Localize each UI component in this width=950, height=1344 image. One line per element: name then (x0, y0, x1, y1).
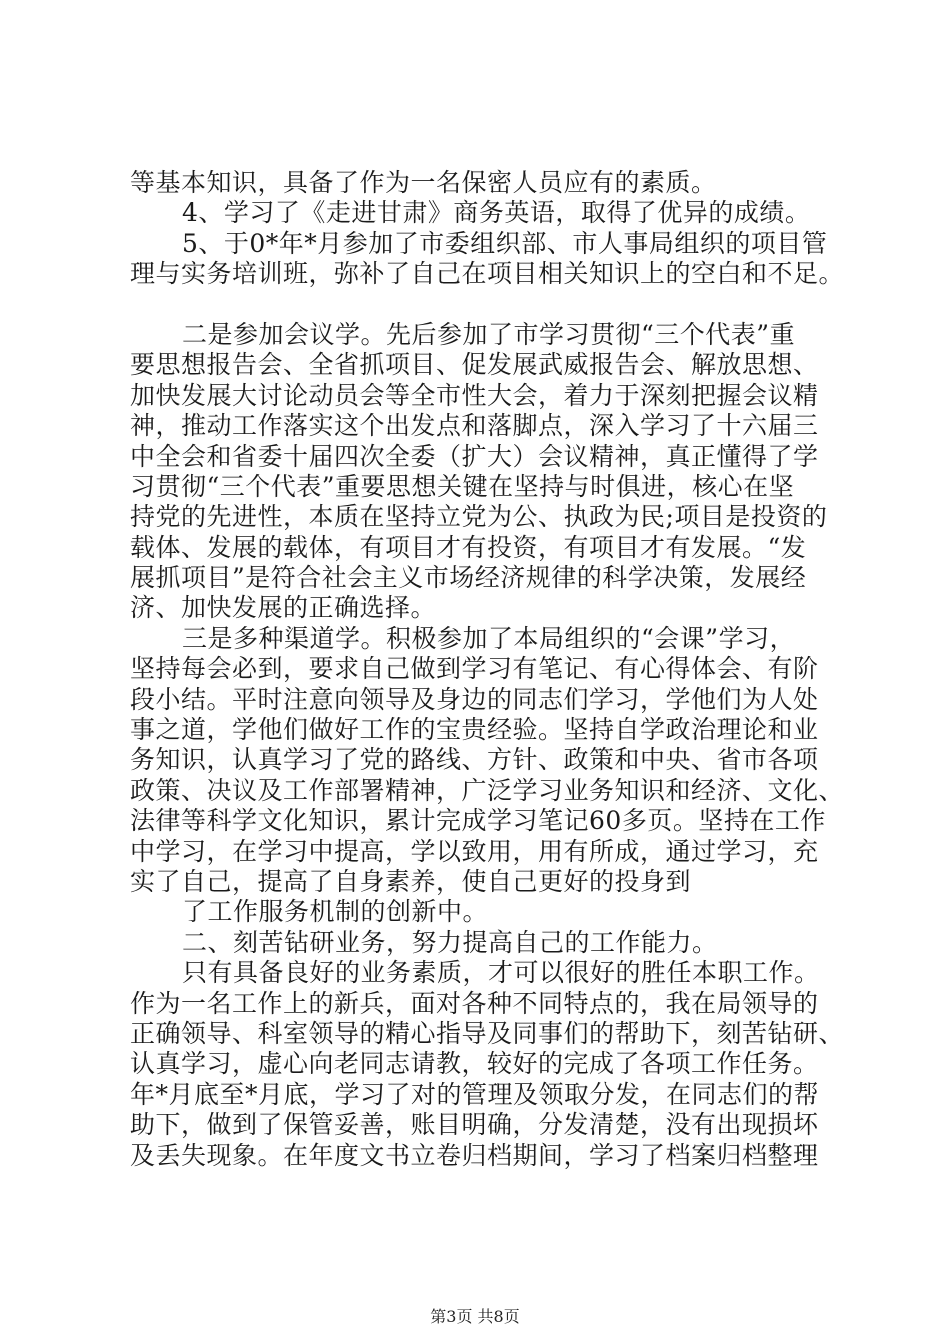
text-line: 神，推动工作落实这个出发点和落脚点，深入学习了十六届三 (130, 411, 819, 441)
text-line: 载体、发展的载体，有项目才有投资，有项目才有发展。“发 (130, 532, 807, 562)
page-footer: 第3页 共8页 (430, 1307, 520, 1326)
text-line: 持党的先进性，本质在坚持立党为公、执政为民;项目是投资的 (130, 502, 828, 532)
text-line: 实了自己，提高了自身素养，使自己更好的投身到 (130, 866, 692, 896)
text-line: 只有具备良好的业务素质，才可以很好的胜任本职工作。 (182, 958, 820, 988)
text-line: 等基本知识，具备了作为一名保密人员应有的素质。 (130, 168, 717, 197)
text-line: 5、于0*年*月参加了市委组织部、市人事局组织的项目管 (182, 228, 828, 258)
text-line: 了工作服务机制的创新中。 (182, 897, 489, 927)
document-body (130, 168, 850, 1171)
text-line: 及丢失现象。在年度文书立卷归档期间，学习了档案归档整理 (130, 1140, 819, 1170)
text-line: 三是多种渠道学。积极参加了本局组织的“会课”学习， (182, 623, 796, 653)
text-line: 济、加快发展的正确选择。 (130, 593, 437, 623)
text-line: 中学习，在学习中提高，学以致用，用有所成，通过学习，充 (130, 836, 819, 866)
text-line: 作为一名工作上的新兵，面对各种不同特点的，我在局领导的 (130, 988, 819, 1018)
text-line: 坚持每会必到，要求自己做到学习有笔记、有心得体会、有阶 (130, 654, 819, 684)
text-line: 正确领导、科室领导的精心指导及同事们的帮助下，刻苦钻研、 (130, 1018, 845, 1048)
text-line: 法律等科学文化知识，累计完成学习笔记60多页。坚持在工作 (130, 806, 826, 836)
text-line: 二是参加会议学。先后参加了市学习贯彻“三个代表”重 (182, 319, 796, 349)
text-line: 年*月底至*月底，学习了对的管理及领取分发，在同志们的帮 (130, 1079, 820, 1109)
text-line: 务知识，认真学习了党的路线、方针、政策和中央、省市各项 (130, 745, 819, 775)
paragraph-gap (130, 290, 850, 320)
text-line: 展抓项目”是符合社会主义市场经济规律的科学决策，发展经 (130, 563, 807, 593)
text-line: 段小结。平时注意向领导及身边的同志们学习，学他们为人处 (130, 684, 819, 714)
text-line: 中全会和省委十届四次全委（扩大）会议精神，真正懂得了学 (130, 441, 819, 471)
text-line: 认真学习，虚心向老同志请教，较好的完成了各项工作任务。 (130, 1049, 819, 1079)
text-line: 政策、决议及工作部署精神，广泛学习业务知识和经济、文化、 (130, 775, 845, 805)
text-line: 事之道，学他们做好工作的宝贵经验。坚持自学政治理论和业 (130, 715, 819, 745)
text-line: 助下，做到了保管妥善，账目明确，分发清楚，没有出现损坏 (130, 1110, 819, 1140)
text-line: 习贯彻“三个代表”重要思想关键在坚持与时俱进，核心在坚 (130, 471, 795, 501)
text-line: 加快发展大讨论动员会等全市性大会，着力于深刻把握会议精 (130, 380, 819, 410)
text-line: 二、刻苦钻研业务，努力提高自己的工作能力。 (182, 927, 718, 957)
text-line: 要思想报告会、全省抓项目、促发展武威报告会、解放思想、 (130, 350, 819, 380)
text-line: 理与实务培训班，弥补了自己在项目相关知识上的空白和不足。 (130, 259, 845, 289)
text-line: 4、学习了《走进甘肃》商务英语，取得了优异的成绩。 (182, 198, 811, 228)
